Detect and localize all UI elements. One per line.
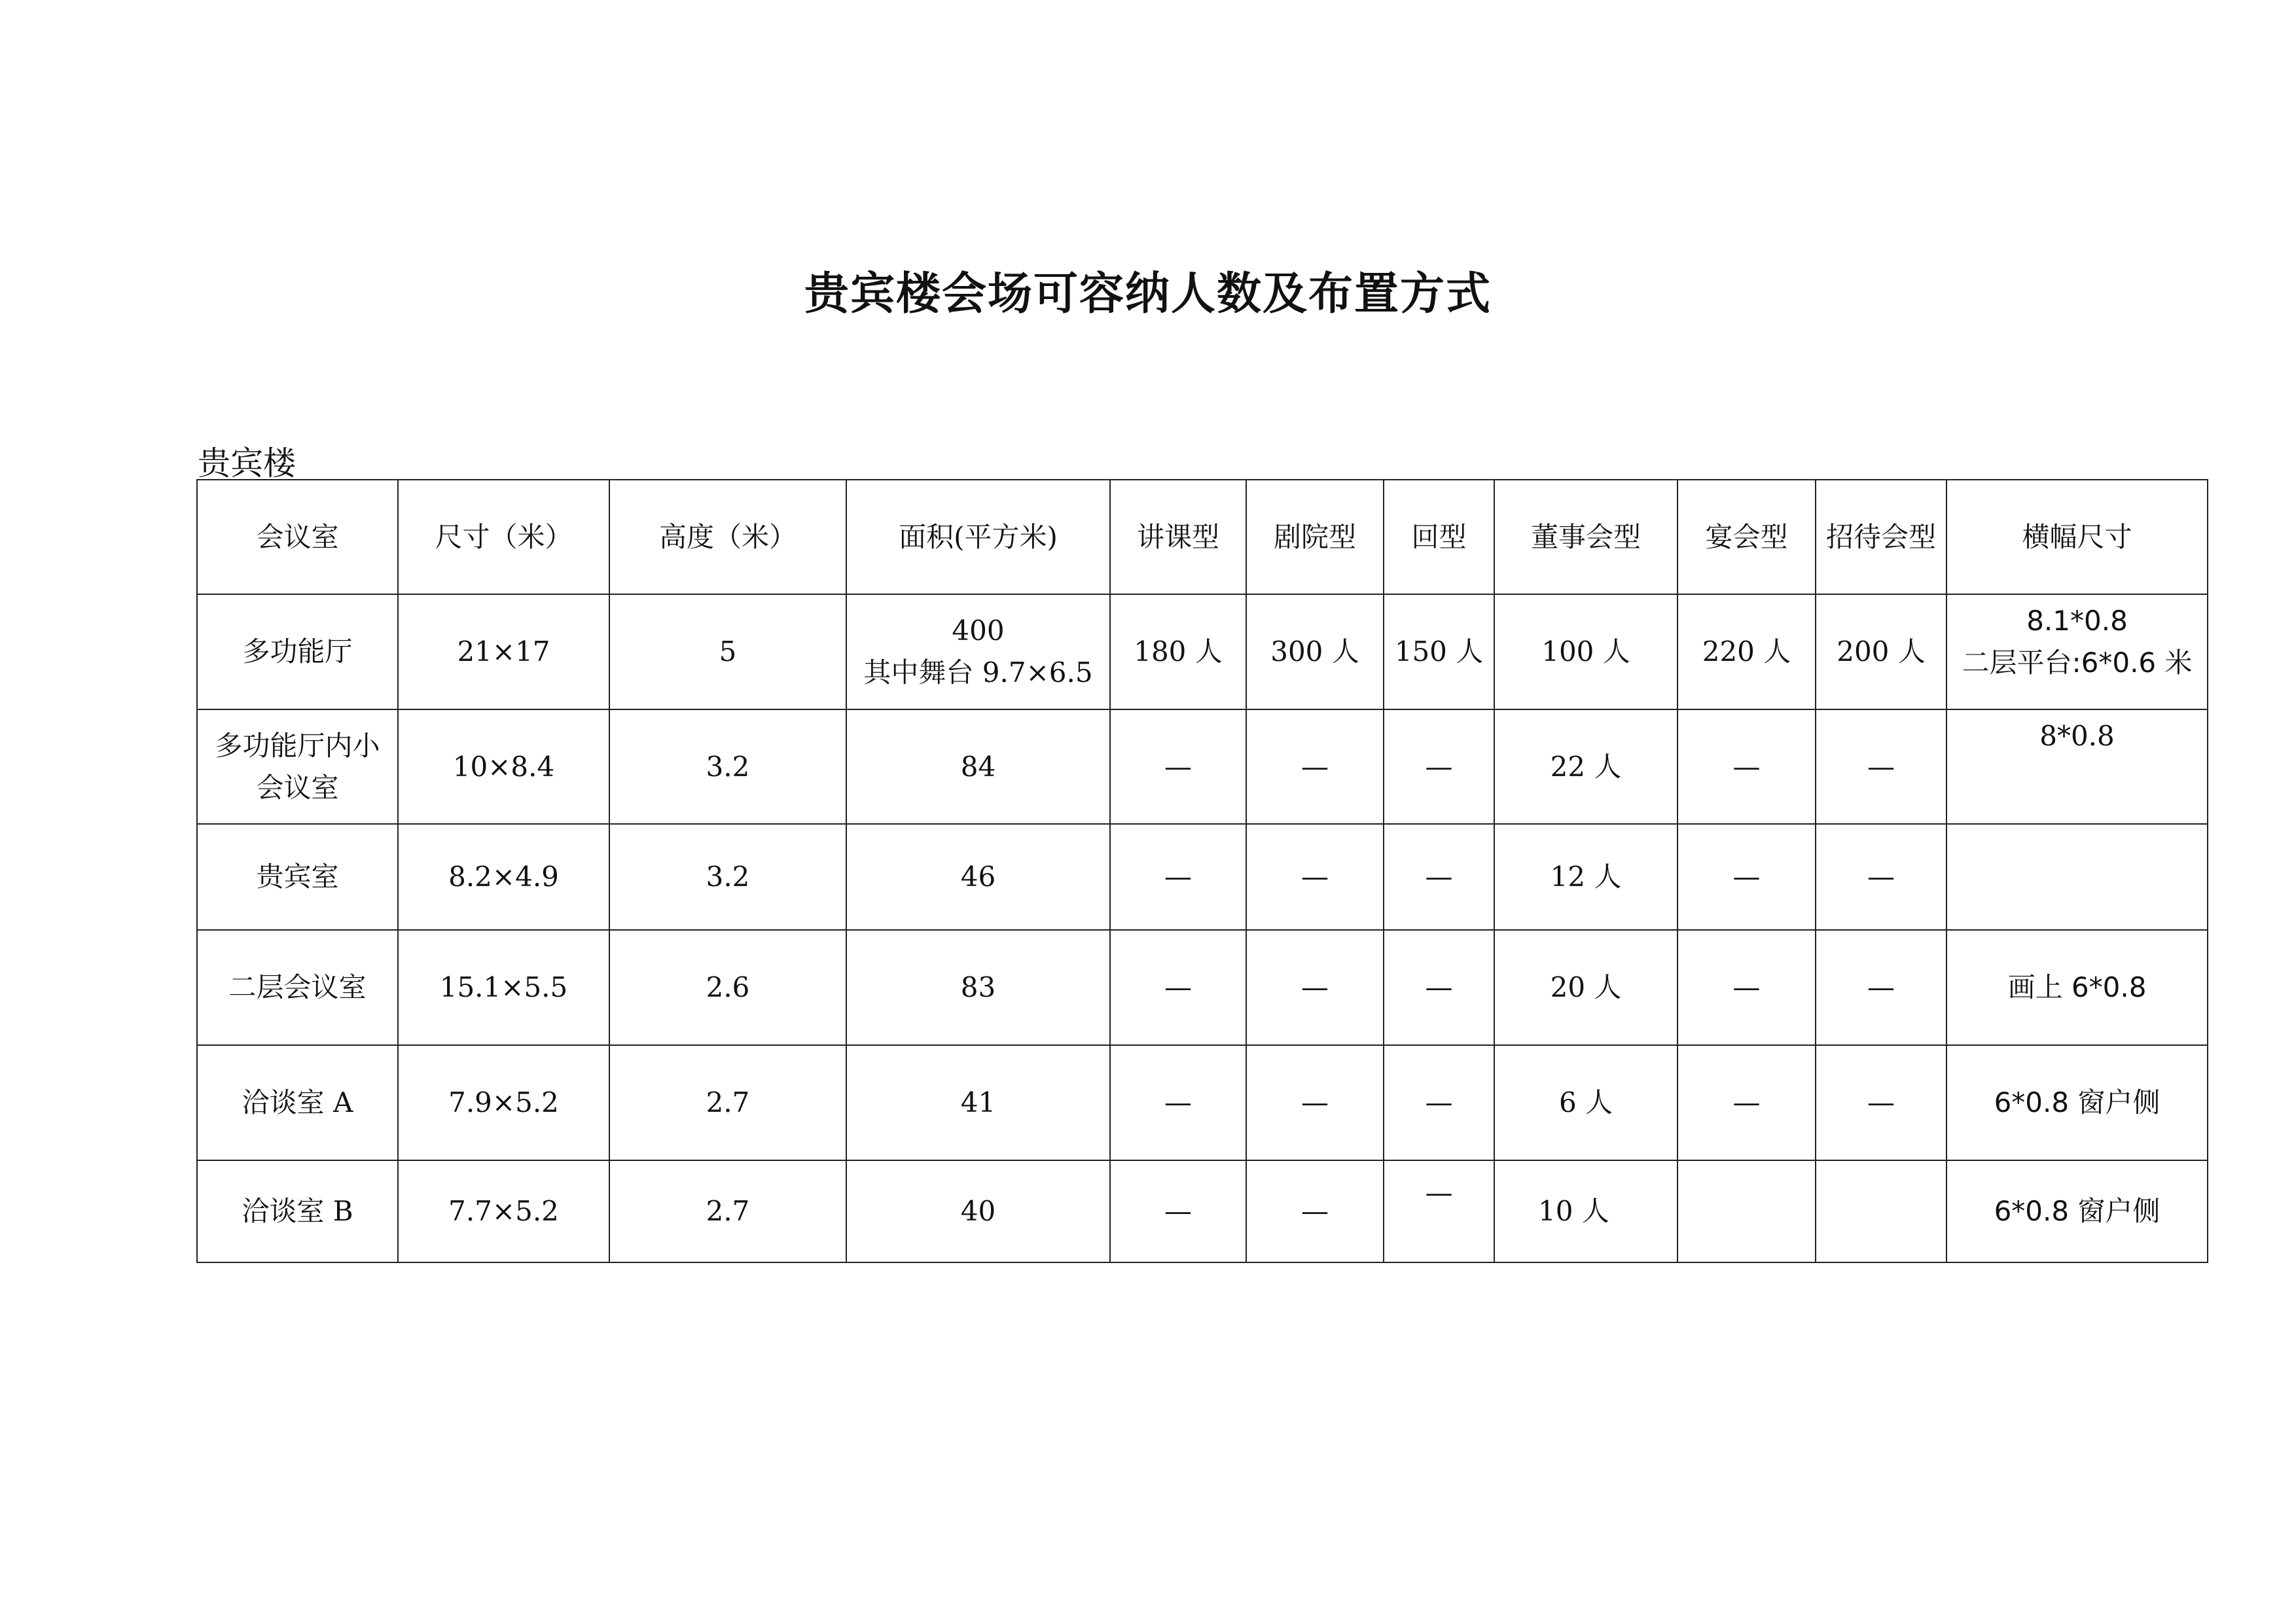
- capacity-reception: —: [1816, 709, 1946, 824]
- header-reception: 招待会型: [1816, 480, 1946, 594]
- banner-size: [1946, 594, 2208, 709]
- capacity-u-shape: 150 人: [1384, 594, 1494, 709]
- capacity-banquet: [1677, 1160, 1816, 1262]
- venue-capacity-table: [196, 479, 2208, 1263]
- room-area: 46: [846, 824, 1110, 930]
- room-area: 40: [846, 1160, 1110, 1262]
- capacity-u-shape: —: [1384, 1045, 1494, 1160]
- capacity-lecture: —: [1110, 930, 1246, 1045]
- capacity-u-shape-value: —: [1425, 1177, 1453, 1209]
- capacity-boardroom: 100 人: [1494, 594, 1677, 709]
- room-name-line2: 会议室: [256, 771, 339, 804]
- banner-size: 画上 6*0.8: [1946, 930, 2208, 1045]
- table-row: [197, 930, 2208, 1045]
- capacity-lecture: 180 人: [1110, 594, 1246, 709]
- header-area: 面积(平方米): [846, 480, 1110, 594]
- capacity-lecture: —: [1110, 709, 1246, 824]
- room-size: 15.1×5.5: [398, 930, 609, 1045]
- capacity-banquet: 220 人: [1677, 594, 1816, 709]
- capacity-theater: —: [1246, 824, 1384, 930]
- capacity-boardroom: 20 人: [1494, 930, 1677, 1045]
- banner-size: [1946, 824, 2208, 930]
- capacity-banquet: —: [1677, 1045, 1816, 1160]
- room-height: 2.6: [609, 930, 846, 1045]
- header-banquet: 宴会型: [1677, 480, 1816, 594]
- table-row: [197, 824, 2208, 930]
- capacity-boardroom: 22 人: [1494, 709, 1677, 824]
- capacity-banquet: —: [1677, 824, 1816, 930]
- table-header-row: [197, 480, 2208, 594]
- header-theater: 剧院型: [1246, 480, 1384, 594]
- room-height: 5: [609, 594, 846, 709]
- header-height: 高度（米）: [609, 480, 846, 594]
- section-label: 贵宾楼: [198, 444, 296, 482]
- header-lecture: 讲课型: [1110, 480, 1246, 594]
- banner-size: 6*0.8 窗户侧: [1946, 1160, 2208, 1262]
- room-area-stage: 其中舞台 9.7×6.5: [863, 656, 1093, 688]
- capacity-banquet: —: [1677, 709, 1816, 824]
- header-banner: 横幅尺寸: [1946, 480, 2208, 594]
- table-row: [197, 594, 2208, 709]
- room-area: 84: [846, 709, 1110, 824]
- room-height: 3.2: [609, 709, 846, 824]
- room-area: 41: [846, 1045, 1110, 1160]
- capacity-theater: —: [1246, 1160, 1384, 1262]
- capacity-reception: [1816, 1160, 1946, 1262]
- capacity-reception: —: [1816, 824, 1946, 930]
- room-name: 多功能厅: [197, 594, 398, 709]
- room-height: 3.2: [609, 824, 846, 930]
- room-area: [846, 594, 1110, 709]
- room-name: 洽谈室 B: [197, 1160, 398, 1262]
- capacity-reception: 200 人: [1816, 594, 1946, 709]
- room-size: 8.2×4.9: [398, 824, 609, 930]
- capacity-reception: —: [1816, 1045, 1946, 1160]
- table-row: [197, 709, 2208, 824]
- capacity-theater: —: [1246, 1045, 1384, 1160]
- room-height: 2.7: [609, 1160, 846, 1262]
- capacity-boardroom: 6 人: [1494, 1045, 1677, 1160]
- document-title: 贵宾楼会场可容纳人数及布置方式: [804, 268, 1492, 320]
- capacity-lecture: —: [1110, 824, 1246, 930]
- room-name: [197, 709, 398, 824]
- room-name: 洽谈室 A: [197, 1045, 398, 1160]
- header-room: 会议室: [197, 480, 398, 594]
- banner-size-platform: 二层平台:6*0.6 米: [1962, 647, 2193, 679]
- header-size: 尺寸（米）: [398, 480, 609, 594]
- capacity-boardroom: 12 人: [1494, 824, 1677, 930]
- room-name-line1: 多功能厅内小: [215, 729, 380, 762]
- room-name: 二层会议室: [197, 930, 398, 1045]
- header-boardroom: 董事会型: [1494, 480, 1677, 594]
- capacity-u-shape: —: [1384, 709, 1494, 824]
- capacity-u-shape: [1384, 1160, 1494, 1262]
- capacity-banquet: —: [1677, 930, 1816, 1045]
- room-size: 10×8.4: [398, 709, 609, 824]
- header-u-shape: 回型: [1384, 480, 1494, 594]
- room-name: 贵宾室: [197, 824, 398, 930]
- capacity-theater: —: [1246, 709, 1384, 824]
- banner-size: 6*0.8 窗户侧: [1946, 1045, 2208, 1160]
- capacity-lecture: —: [1110, 1045, 1246, 1160]
- room-area-total: 400: [952, 615, 1005, 647]
- table-row: [197, 1045, 2208, 1160]
- capacity-u-shape: —: [1384, 824, 1494, 930]
- room-height: 2.7: [609, 1045, 846, 1160]
- room-size: 7.9×5.2: [398, 1045, 609, 1160]
- capacity-theater: 300 人: [1246, 594, 1384, 709]
- banner-size: 8*0.8: [1946, 709, 2208, 824]
- room-area: 83: [846, 930, 1110, 1045]
- capacity-boardroom: 10 人: [1494, 1160, 1677, 1262]
- capacity-u-shape: —: [1384, 930, 1494, 1045]
- capacity-lecture: —: [1110, 1160, 1246, 1262]
- capacity-reception: —: [1816, 930, 1946, 1045]
- capacity-theater: —: [1246, 930, 1384, 1045]
- table-row: [197, 1160, 2208, 1262]
- room-size: 21×17: [398, 594, 609, 709]
- room-size: 7.7×5.2: [398, 1160, 609, 1262]
- banner-size-main: 8.1*0.8: [2026, 605, 2128, 637]
